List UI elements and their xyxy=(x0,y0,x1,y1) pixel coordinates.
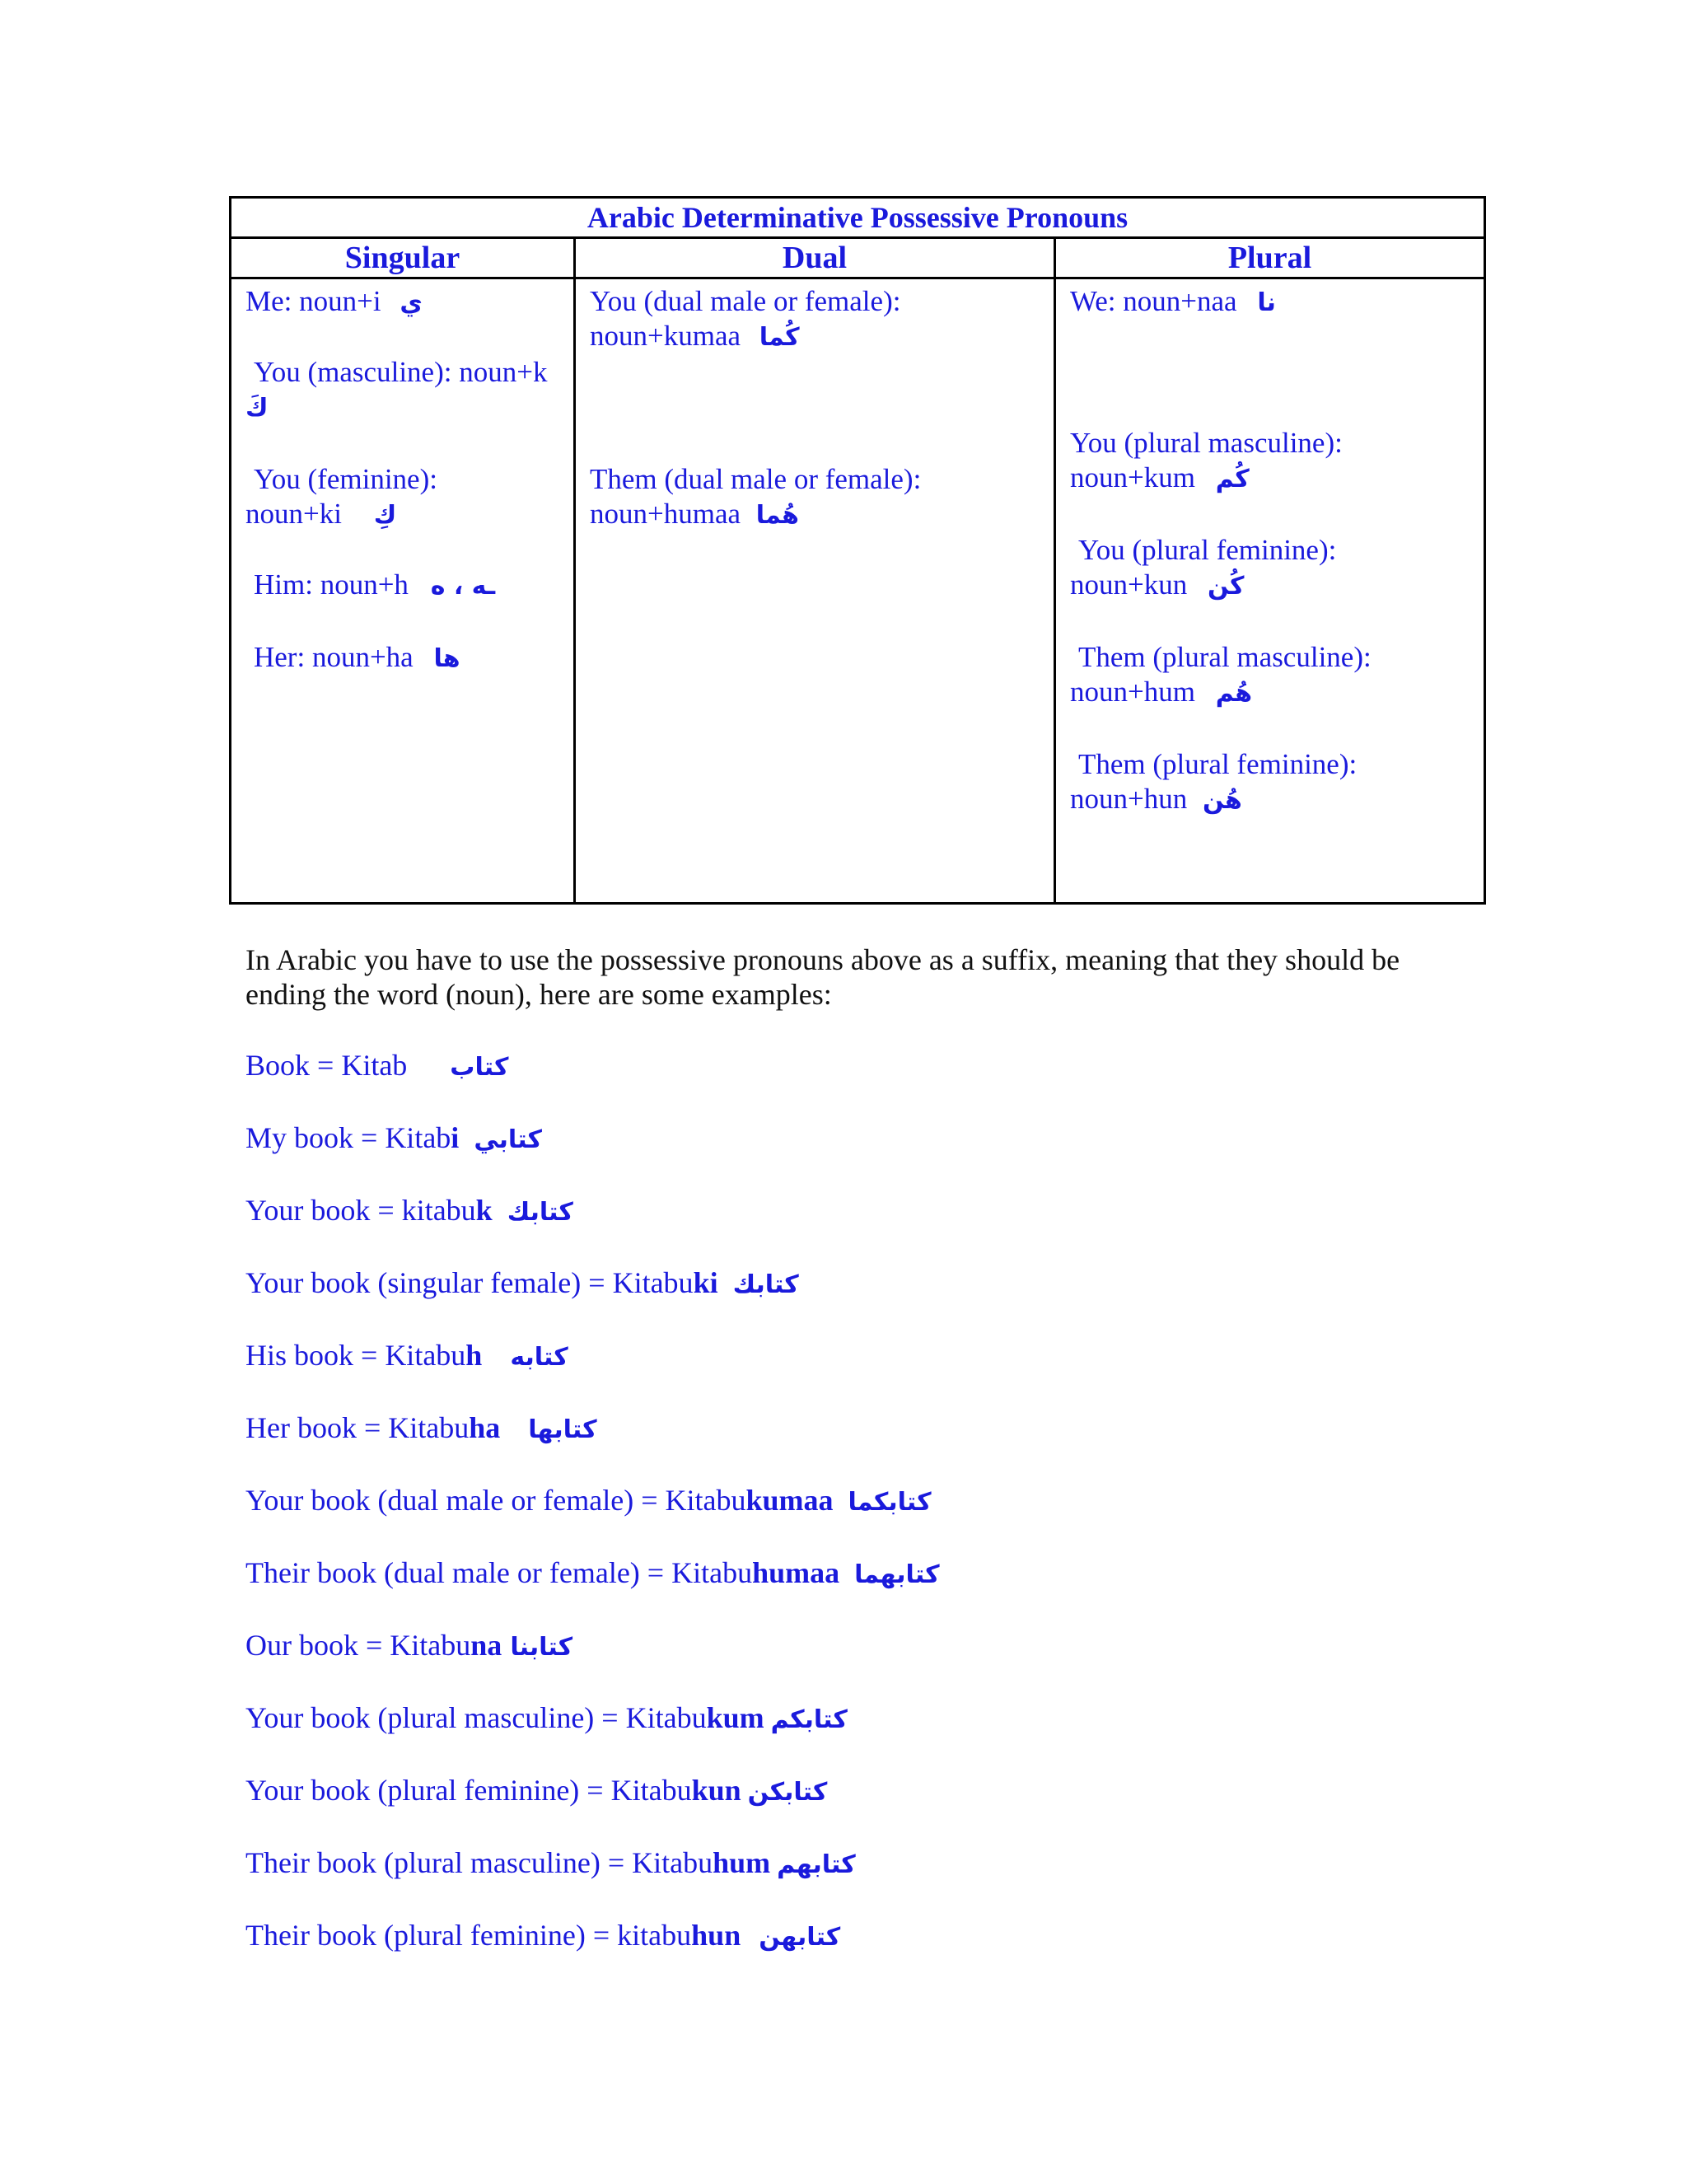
example-line-7 xyxy=(245,1555,940,1592)
entry-label: You (plural feminine): xyxy=(1078,534,1337,566)
example-text: Your book = kitabu xyxy=(245,1194,476,1227)
example-suffix: hun xyxy=(691,1919,741,1952)
header-plural: Plural xyxy=(1055,238,1485,278)
entry-label: You (masculine): noun+k xyxy=(254,356,548,388)
singular-column xyxy=(231,278,575,904)
entry-label: noun+kun xyxy=(1070,568,1188,601)
entry-label: noun+kumaa xyxy=(590,320,741,352)
dual-entry-them-line2 xyxy=(590,497,799,533)
example-arabic: كتابنا xyxy=(510,1633,573,1662)
entry-label: Them (plural masculine): xyxy=(1078,641,1372,673)
plural-entry-you-fem-line2 xyxy=(1070,568,1244,604)
example-text: Your book (dual male or female) = Kitabu xyxy=(245,1484,746,1517)
entry-label: noun+hum xyxy=(1070,676,1195,708)
example-arabic: كتابهن xyxy=(759,1923,841,1952)
entry-label: We: noun+naa xyxy=(1070,285,1237,317)
example-line-6 xyxy=(245,1483,932,1520)
plural-entry-them-masc-line1 xyxy=(1078,640,1372,675)
header-singular: Singular xyxy=(231,238,575,278)
example-suffix: ha xyxy=(469,1411,501,1444)
entry-label: Me: noun+i xyxy=(245,285,381,317)
dual-entry-them-line1 xyxy=(590,462,921,497)
dual-entry-you-line2 xyxy=(590,319,800,355)
example-suffix: hum xyxy=(713,1846,771,1879)
example-text: Your book (singular female) = Kitabu xyxy=(245,1266,694,1299)
example-suffix: na xyxy=(470,1629,502,1662)
entry-label: You (feminine): xyxy=(254,463,437,495)
dual-entry-you-line1 xyxy=(590,284,900,319)
entry-label: Them (dual male or female): xyxy=(590,463,922,495)
example-suffix: kumaa xyxy=(745,1484,834,1517)
example-suffix: kun xyxy=(691,1774,741,1807)
singular-entry-her xyxy=(254,640,460,676)
singular-entry-you-feminine xyxy=(254,462,437,497)
example-line-1 xyxy=(245,1120,542,1157)
arabic-suffix: كُما xyxy=(759,323,800,352)
plural-entry-them-fem-line1 xyxy=(1078,747,1357,782)
entry-label: You (plural masculine): xyxy=(1070,427,1343,459)
example-line-0 xyxy=(245,1048,508,1085)
example-suffix: kum xyxy=(706,1701,764,1734)
arabic-suffix: كَ xyxy=(245,394,269,423)
example-line-11 xyxy=(245,1845,856,1882)
arabic-suffix: نا xyxy=(1257,288,1276,317)
example-line-12 xyxy=(245,1918,840,1955)
example-suffix: h xyxy=(465,1339,483,1372)
example-text: His book = Kitabu xyxy=(245,1339,466,1372)
header-dual: Dual xyxy=(575,238,1055,278)
example-text: Your book (plural feminine) = Kitabu xyxy=(245,1774,692,1807)
entry-label: Him: noun+h xyxy=(254,568,409,601)
example-arabic: كتابكن xyxy=(747,1778,828,1807)
plural-entry-you-masc-line1 xyxy=(1070,426,1343,461)
arabic-suffix: ـه ، ه xyxy=(430,572,496,601)
example-line-4 xyxy=(245,1338,568,1375)
example-arabic: كتابه xyxy=(510,1343,568,1372)
example-arabic: كتابك xyxy=(507,1198,573,1227)
example-line-5 xyxy=(245,1410,597,1447)
example-line-8 xyxy=(245,1628,572,1665)
example-text: Our book = Kitabu xyxy=(245,1629,471,1662)
example-suffix: humaa xyxy=(752,1556,840,1589)
example-text: Book = Kitab xyxy=(245,1049,408,1082)
example-arabic: كتابك xyxy=(732,1270,799,1299)
singular-entry-you-masculine-ar xyxy=(245,390,269,426)
entry-label: You (dual male or female): xyxy=(590,285,901,317)
entry-label: Her: noun+ha xyxy=(254,641,414,673)
arabic-suffix: كُن xyxy=(1208,572,1245,601)
table-title: Arabic Determinative Possessive Pronouns xyxy=(231,198,1485,238)
entry-label: noun+hun xyxy=(1070,783,1188,815)
singular-entry-him xyxy=(254,568,495,604)
dual-column xyxy=(575,278,1055,904)
intro-paragraph: In Arabic you have to use the possessive pronouns above as a suffix, meaning that they should be ending the word (noun), here are some examples: xyxy=(245,943,1400,1011)
example-line-3 xyxy=(245,1265,799,1302)
example-arabic: كتابي xyxy=(474,1125,542,1154)
example-text: Their book (plural feminine) = kitabu xyxy=(245,1919,692,1952)
example-line-10 xyxy=(245,1773,827,1810)
example-suffix: i xyxy=(451,1121,460,1154)
example-text: My book = Kitab xyxy=(245,1121,451,1154)
arabic-suffix: ها xyxy=(433,644,460,673)
entry-label: Them (plural feminine): xyxy=(1078,748,1358,780)
pronoun-table xyxy=(229,196,1486,905)
example-text: Their book (plural masculine) = Kitabu xyxy=(245,1846,713,1879)
plural-entry-we xyxy=(1070,284,1276,320)
example-text: Your book (plural masculine) = Kitabu xyxy=(245,1701,707,1734)
example-line-2 xyxy=(245,1193,573,1230)
plural-entry-them-fem-line2 xyxy=(1070,782,1242,818)
arabic-suffix: كِ xyxy=(373,501,397,530)
example-arabic: كتابهما xyxy=(854,1560,940,1589)
arabic-suffix: هُن xyxy=(1203,786,1242,815)
example-line-9 xyxy=(245,1700,848,1737)
example-arabic: كتابكما xyxy=(848,1488,932,1517)
entry-label: noun+kum xyxy=(1070,461,1195,493)
entry-label: noun+ki xyxy=(245,498,342,530)
plural-entry-you-fem-line1 xyxy=(1078,533,1336,568)
example-suffix: ki xyxy=(693,1266,718,1299)
arabic-suffix: ي xyxy=(400,288,423,317)
example-arabic: كتابها xyxy=(528,1415,597,1444)
example-suffix: k xyxy=(475,1194,493,1227)
arabic-suffix: هُم xyxy=(1215,679,1253,708)
singular-entry-me xyxy=(245,284,423,320)
example-arabic: كتابكم xyxy=(770,1705,848,1734)
plural-entry-them-masc-line2 xyxy=(1070,675,1252,711)
singular-entry-you-feminine-line2 xyxy=(245,497,396,533)
entry-label: noun+humaa xyxy=(590,498,741,530)
plural-entry-you-masc-line2 xyxy=(1070,461,1250,497)
example-text: Her book = Kitabu xyxy=(245,1411,470,1444)
example-text: Their book (dual male or female) = Kitabu xyxy=(245,1556,753,1589)
arabic-suffix: هُما xyxy=(755,501,799,530)
example-arabic: كتابهم xyxy=(777,1850,856,1879)
example-arabic: كتاب xyxy=(450,1053,509,1082)
singular-entry-you-masculine xyxy=(254,355,547,390)
plural-column xyxy=(1055,278,1485,904)
arabic-suffix: كُم xyxy=(1215,465,1250,493)
